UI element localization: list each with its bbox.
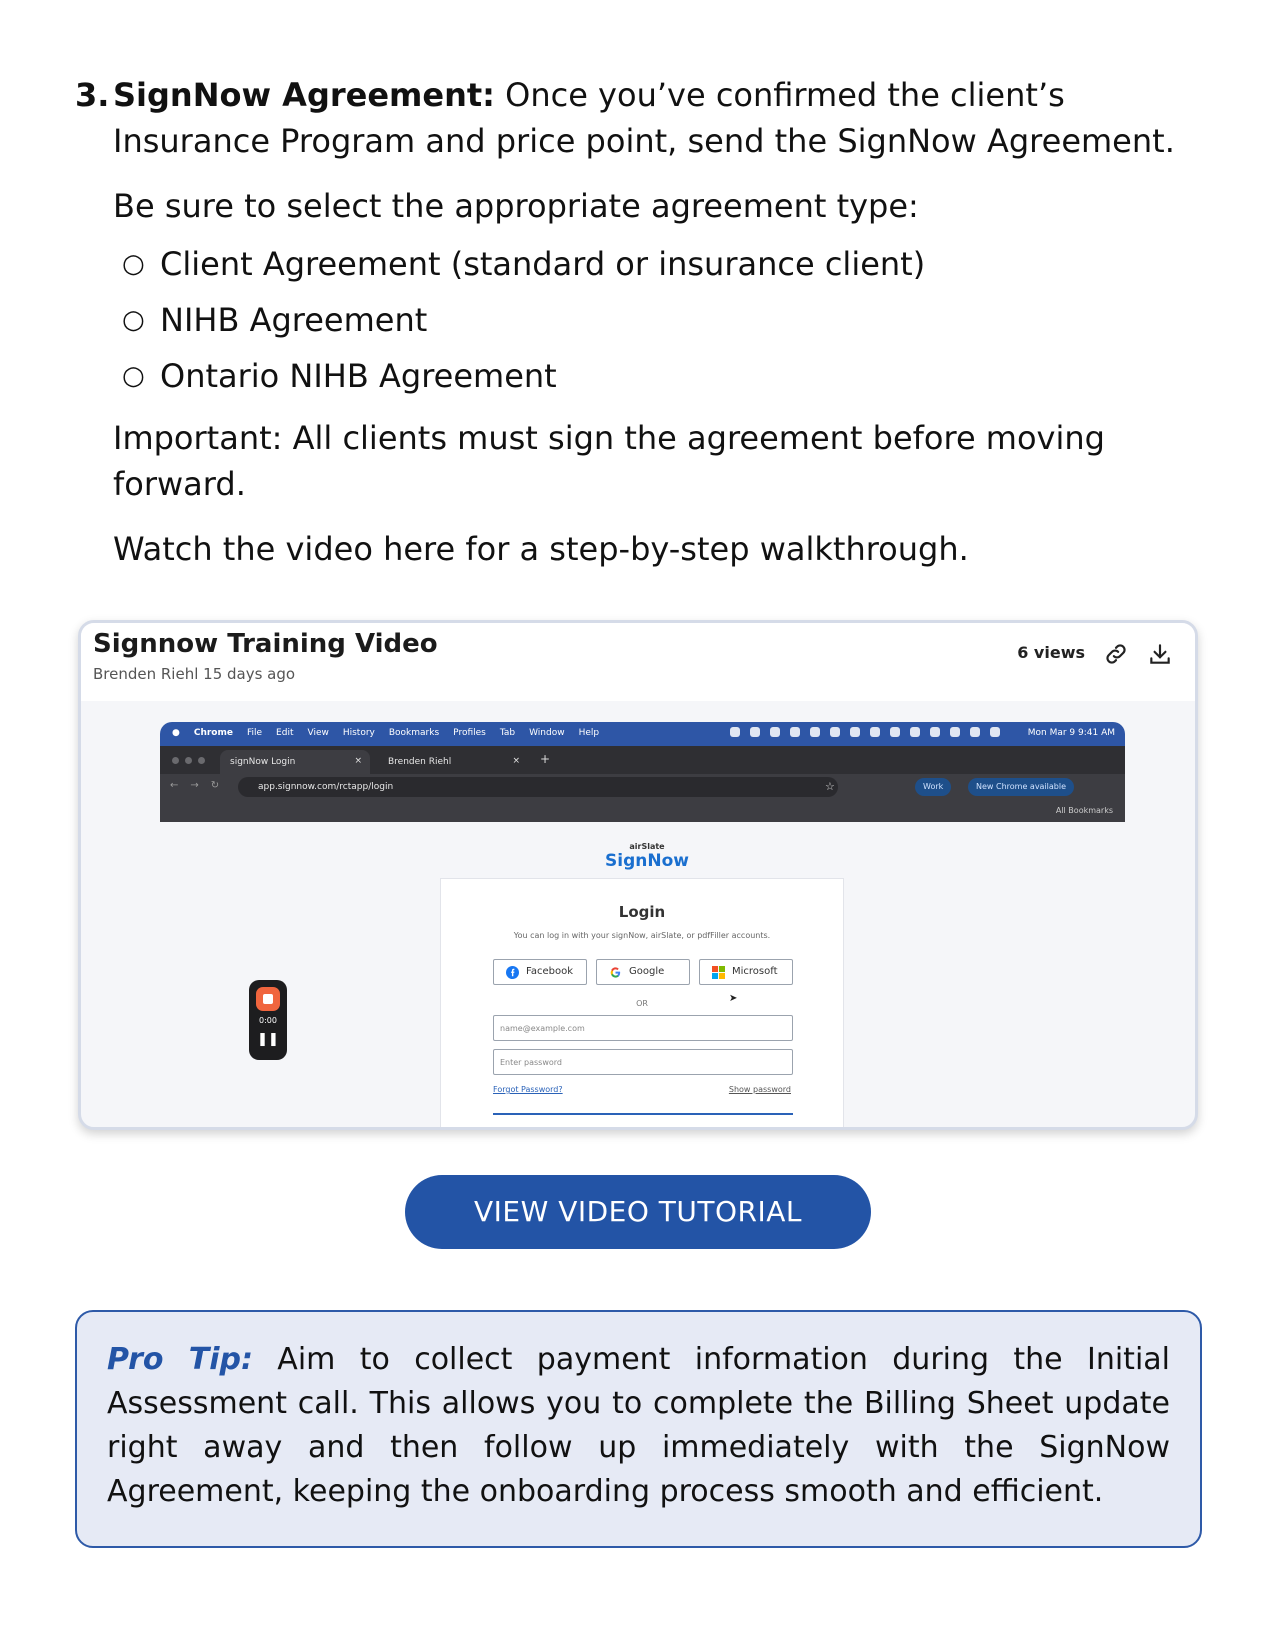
recorder-time: 0:00	[259, 1016, 277, 1025]
view-video-tutorial-button[interactable]: VIEW VIDEO TUTORIAL	[405, 1175, 871, 1249]
update-pill: New Chrome available	[968, 778, 1074, 796]
video-header	[81, 623, 1195, 701]
login-button-edge	[493, 1113, 793, 1115]
apple-icon: ●	[172, 728, 180, 738]
list-item: ○ NIHB Agreement	[118, 292, 925, 348]
step-body	[113, 72, 1185, 164]
step-text: Once you’ve confirmed the client’s Insurance Program and price point, send the SignNow Agreement.	[113, 76, 1175, 160]
tab-brenden-riehl: Brenden Riehl ×	[388, 756, 520, 767]
email-field: name@example.com	[493, 1015, 793, 1041]
close-icon: ×	[512, 756, 520, 766]
nav-arrows: ← → ↻	[170, 780, 220, 791]
signnow-logo: airSlate SignNow	[605, 842, 689, 871]
video-thumbnail[interactable]	[160, 722, 1125, 1130]
stop-icon	[256, 987, 280, 1011]
menu-items: ● Chrome File Edit View History Bookmarks Profiles Tab Window Help	[172, 728, 600, 738]
browser-address-bar	[160, 774, 1125, 800]
microsoft-button: Microsoft	[699, 959, 793, 985]
bullet-circle-icon: ○	[122, 361, 145, 391]
important-paragraph: Important: All clients must sign the agreement before moving forward.	[113, 419, 1105, 503]
google-button: Google	[596, 959, 690, 985]
new-tab-icon: +	[540, 752, 551, 766]
watch-paragraph: Watch the video here for a step-by-step walkthrough.	[113, 530, 969, 568]
microsoft-icon	[712, 966, 725, 979]
facebook-icon	[506, 966, 519, 979]
pro-tip-label: Pro Tip:	[107, 1342, 253, 1377]
login-card	[440, 878, 844, 1130]
login-title: Login	[618, 903, 666, 921]
bullet-circle-icon: ○	[122, 249, 145, 279]
forgot-password-link: Forgot Password?	[493, 1085, 563, 1094]
recorder-widget	[249, 980, 287, 1060]
bookmarks-bar	[160, 800, 1125, 822]
login-subtitle: You can log in with your signNow, airSlate, or pdfFiller accounts.	[513, 931, 771, 940]
step-number: 3.	[75, 76, 110, 114]
cursor-icon: ➤	[729, 993, 738, 1004]
url-field: app.signnow.com/rctapp/login	[238, 777, 838, 797]
password-field: Enter password	[493, 1049, 793, 1075]
video-embed[interactable]	[78, 620, 1198, 1130]
close-icon: ×	[354, 756, 362, 766]
agreement-type-list	[118, 236, 925, 404]
video-subtitle: Brenden Riehl 15 days ago	[93, 665, 296, 683]
pause-icon: ❚❚	[257, 1032, 279, 1047]
show-password-link: Show password	[728, 1085, 791, 1094]
or-divider: OR	[636, 999, 648, 1008]
step-3	[75, 72, 1185, 164]
video-views: 6 views	[1017, 643, 1085, 662]
facebook-button: Facebook	[493, 959, 587, 985]
bullet-circle-icon: ○	[122, 305, 145, 335]
google-icon	[609, 966, 622, 979]
list-item: ○ Client Agreement (standard or insurance client)	[118, 236, 925, 292]
link-icon[interactable]	[1103, 641, 1129, 667]
browser-tabbar	[160, 746, 1125, 774]
list-item: ○ Ontario NIHB Agreement	[118, 348, 925, 404]
bookmarks-label: All Bookmarks	[1055, 806, 1113, 815]
select-type-paragraph: Be sure to select the appropriate agreement type:	[113, 187, 919, 225]
star-icon: ☆	[825, 780, 835, 793]
menubar-tray-icons	[730, 727, 1000, 737]
download-icon[interactable]	[1147, 641, 1173, 667]
video-title[interactable]: Signnow Training Video	[93, 629, 438, 659]
pro-tip-text: Pro Tip: Aim to collect payment information during the Initial Assessment call. This allows you to complete the Billing Sheet update right away and then follow up immediately with the SignNow Agreement, keeping the onboarding process smooth and efficient.	[107, 1342, 1170, 1509]
menubar-clock: Mon Mar 9 9:41 AM	[1027, 728, 1115, 738]
window-controls	[172, 757, 205, 764]
pro-tip-box	[75, 1310, 1202, 1548]
profile-pill: Work	[915, 778, 951, 796]
step-title: SignNow Agreement:	[113, 76, 495, 114]
mac-menubar	[160, 722, 1125, 746]
tab-signnow-login: signNow Login ×	[220, 750, 370, 774]
